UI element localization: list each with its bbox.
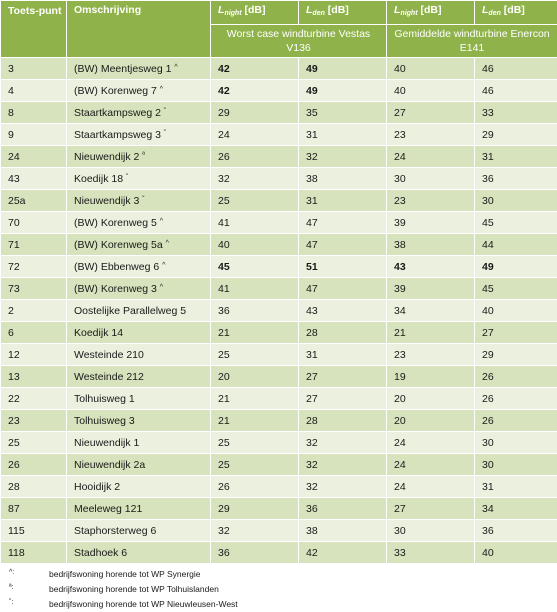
cell-lden-enercon: 45	[475, 278, 557, 300]
cell-lnight-enercon: 24	[387, 432, 475, 454]
cell-lden-vestas: 42	[299, 542, 387, 564]
cell-omschrijving: (BW) Meentjesweg 1 ^	[67, 58, 211, 80]
cell-lnight-vestas: 21	[211, 322, 299, 344]
cell-lden-vestas: 28	[299, 410, 387, 432]
cell-lnight-vestas: 29	[211, 102, 299, 124]
header-lden-vestas: $L_{den}$ [dB]	[299, 1, 387, 25]
table-row	[1, 278, 557, 300]
cell-lden-vestas: 51	[299, 256, 387, 278]
cell-omschrijving: Staartkampsweg 3 ˘	[67, 124, 211, 146]
table-row	[1, 146, 557, 168]
cell-lden-vestas: 27	[299, 388, 387, 410]
cell-omschrijving: Hooidijk 2	[67, 476, 211, 498]
table-row	[1, 542, 557, 564]
cell-toetspunt: 115	[1, 520, 67, 542]
cell-lnight-enercon: 23	[387, 124, 475, 146]
cell-toetspunt: 24	[1, 146, 67, 168]
table-row	[1, 80, 557, 102]
cell-lnight-enercon: 27	[387, 498, 475, 520]
cell-lnight-vestas: 32	[211, 520, 299, 542]
cell-omschrijving: Koedijk 18 ˘	[67, 168, 211, 190]
cell-toetspunt: 23	[1, 410, 67, 432]
cell-lden-vestas: 32	[299, 432, 387, 454]
table-row	[1, 476, 557, 498]
table-row	[1, 366, 557, 388]
cell-lden-enercon: 26	[475, 366, 557, 388]
cell-lden-vestas: 49	[299, 58, 387, 80]
footnote-marker: ^	[162, 262, 165, 269]
header-omschrijving: Omschrijving	[67, 1, 211, 58]
cell-lnight-vestas: 20	[211, 366, 299, 388]
footnote-marker: ^	[160, 284, 163, 291]
cell-lden-enercon: 31	[475, 476, 557, 498]
cell-lden-vestas: 47	[299, 212, 387, 234]
footnote-mark: ª:	[9, 580, 14, 595]
cell-lnight-enercon: 24	[387, 146, 475, 168]
cell-lden-vestas: 38	[299, 520, 387, 542]
cell-lnight-enercon: 40	[387, 58, 475, 80]
table-row	[1, 190, 557, 212]
header-group-vestas: Worst case windturbine Vestas V136	[211, 25, 387, 58]
footnote	[0, 597, 557, 612]
footnote-text: bedrijfswoning horende tot WP Nieuwleusen-West	[49, 597, 238, 612]
cell-omschrijving: Meeleweg 121	[67, 498, 211, 520]
cell-toetspunt: 28	[1, 476, 67, 498]
footnote-text: bedrijfswoning horende tot WP Synergie	[49, 567, 201, 582]
cell-lden-enercon: 36	[475, 168, 557, 190]
cell-lnight-enercon: 30	[387, 168, 475, 190]
cell-lden-enercon: 26	[475, 388, 557, 410]
cell-omschrijving: Tolhuisweg 1	[67, 388, 211, 410]
cell-lnight-vestas: 36	[211, 300, 299, 322]
cell-lden-vestas: 32	[299, 454, 387, 476]
cell-lden-enercon: 33	[475, 102, 557, 124]
cell-lnight-enercon: 20	[387, 410, 475, 432]
cell-toetspunt: 87	[1, 498, 67, 520]
cell-toetspunt: 4	[1, 80, 67, 102]
footnote-marker: ^	[160, 86, 163, 93]
cell-lnight-vestas: 40	[211, 234, 299, 256]
cell-toetspunt: 70	[1, 212, 67, 234]
cell-lden-enercon: 40	[475, 300, 557, 322]
cell-lden-enercon: 46	[475, 80, 557, 102]
cell-toetspunt: 25a	[1, 190, 67, 212]
cell-lnight-vestas: 24	[211, 124, 299, 146]
cell-toetspunt: 22	[1, 388, 67, 410]
cell-lnight-vestas: 25	[211, 432, 299, 454]
footnote-marker: ˘	[126, 174, 128, 181]
cell-lnight-vestas: 41	[211, 278, 299, 300]
cell-lnight-vestas: 25	[211, 190, 299, 212]
table-row	[1, 388, 557, 410]
cell-toetspunt: 118	[1, 542, 67, 564]
cell-toetspunt: 71	[1, 234, 67, 256]
cell-lnight-vestas: 32	[211, 168, 299, 190]
cell-omschrijving: (BW) Korenweg 5a ^	[67, 234, 211, 256]
cell-lden-vestas: 35	[299, 102, 387, 124]
cell-lnight-enercon: 34	[387, 300, 475, 322]
cell-lden-vestas: 32	[299, 476, 387, 498]
cell-lden-enercon: 36	[475, 520, 557, 542]
table-row	[1, 410, 557, 432]
cell-omschrijving: (BW) Korenweg 5 ^	[67, 212, 211, 234]
cell-lden-vestas: 31	[299, 344, 387, 366]
cell-lnight-enercon: 43	[387, 256, 475, 278]
cell-omschrijving: (BW) Korenweg 7 ^	[67, 80, 211, 102]
cell-lnight-vestas: 26	[211, 476, 299, 498]
cell-lnight-enercon: 23	[387, 190, 475, 212]
cell-lden-enercon: 44	[475, 234, 557, 256]
cell-omschrijving: Westeinde 212	[67, 366, 211, 388]
cell-lden-enercon: 31	[475, 146, 557, 168]
cell-omschrijving: Nieuwendijk 2 $^ª$	[67, 146, 211, 168]
cell-toetspunt: 12	[1, 344, 67, 366]
header-lnight-vestas: $L_{night}$ [dB]	[211, 1, 299, 25]
table-header	[1, 1, 557, 58]
table-row	[1, 344, 557, 366]
cell-toetspunt: 3	[1, 58, 67, 80]
table-row	[1, 212, 557, 234]
cell-lden-vestas: 31	[299, 124, 387, 146]
table-row	[1, 234, 557, 256]
cell-lden-enercon: 29	[475, 344, 557, 366]
cell-toetspunt: 72	[1, 256, 67, 278]
cell-lden-vestas: 47	[299, 234, 387, 256]
cell-lnight-enercon: 24	[387, 454, 475, 476]
cell-lnight-enercon: 21	[387, 322, 475, 344]
cell-lnight-vestas: 21	[211, 388, 299, 410]
cell-toetspunt: 73	[1, 278, 67, 300]
cell-lden-vestas: 38	[299, 168, 387, 190]
cell-lden-enercon: 49	[475, 256, 557, 278]
cell-toetspunt: 25	[1, 432, 67, 454]
cell-lnight-enercon: 24	[387, 476, 475, 498]
table-row	[1, 322, 557, 344]
footnote-mark: ˘:	[9, 595, 13, 610]
table-row	[1, 58, 557, 80]
cell-omschrijving: Westeinde 210	[67, 344, 211, 366]
cell-lnight-vestas: 29	[211, 498, 299, 520]
header-toetspunt: Toets-punt	[1, 1, 67, 58]
footnote-marker: ˘	[142, 196, 144, 203]
cell-lnight-vestas: 42	[211, 58, 299, 80]
table-row	[1, 102, 557, 124]
cell-omschrijving: Staphorsterweg 6	[67, 520, 211, 542]
cell-lden-enercon: 26	[475, 410, 557, 432]
cell-lden-enercon: 45	[475, 212, 557, 234]
footnote-marker: ^	[166, 240, 169, 247]
header-group-enercon: Gemiddelde windturbine Enercon E141	[387, 25, 557, 58]
cell-lden-enercon: 27	[475, 322, 557, 344]
cell-omschrijving: Tolhuisweg 3	[67, 410, 211, 432]
cell-lden-vestas: 31	[299, 190, 387, 212]
footnote-marker: ª	[142, 152, 145, 159]
cell-toetspunt: 9	[1, 124, 67, 146]
cell-omschrijving: Staartkampsweg 2 ˘	[67, 102, 211, 124]
footnote-marker: ^	[174, 64, 177, 71]
table-row	[1, 498, 557, 520]
table-row	[1, 432, 557, 454]
cell-omschrijving: Koedijk 14	[67, 322, 211, 344]
cell-lden-enercon: 30	[475, 432, 557, 454]
cell-lnight-vestas: 42	[211, 80, 299, 102]
cell-lnight-vestas: 26	[211, 146, 299, 168]
cell-lden-vestas: 43	[299, 300, 387, 322]
cell-omschrijving: Nieuwendijk 2a	[67, 454, 211, 476]
cell-omschrijving: Oostelijke Parallelweg 5	[67, 300, 211, 322]
cell-lden-vestas: 28	[299, 322, 387, 344]
cell-lnight-enercon: 27	[387, 102, 475, 124]
table-row	[1, 256, 557, 278]
cell-toetspunt: 43	[1, 168, 67, 190]
cell-toetspunt: 2	[1, 300, 67, 322]
cell-lnight-enercon: 39	[387, 212, 475, 234]
cell-lnight-enercon: 38	[387, 234, 475, 256]
table-body	[1, 58, 557, 564]
cell-toetspunt: 8	[1, 102, 67, 124]
cell-lnight-vestas: 45	[211, 256, 299, 278]
cell-lnight-enercon: 33	[387, 542, 475, 564]
cell-lnight-vestas: 25	[211, 454, 299, 476]
cell-lden-vestas: 27	[299, 366, 387, 388]
table-row	[1, 168, 557, 190]
footnote-marker: ^	[160, 218, 163, 225]
footnote-marker: ˘	[164, 130, 166, 137]
cell-lden-enercon: 40	[475, 542, 557, 564]
cell-toetspunt: 26	[1, 454, 67, 476]
cell-lnight-vestas: 36	[211, 542, 299, 564]
cell-lden-vestas: 47	[299, 278, 387, 300]
footnote-mark: ^:	[9, 565, 14, 580]
cell-lden-enercon: 30	[475, 454, 557, 476]
footnote-text: bedrijfswoning horende tot WP Tolhuislanden	[49, 582, 219, 597]
cell-omschrijving: Nieuwendijk 3 ˘	[67, 190, 211, 212]
header-lnight-enercon: $L_{night}$ [dB]	[387, 1, 475, 25]
cell-lden-vestas: 32	[299, 146, 387, 168]
cell-lnight-enercon: 39	[387, 278, 475, 300]
cell-lden-vestas: 36	[299, 498, 387, 520]
table-row	[1, 454, 557, 476]
cell-omschrijving: Stadhoek 6	[67, 542, 211, 564]
footnote-marker: ˘	[164, 108, 166, 115]
cell-toetspunt: 13	[1, 366, 67, 388]
cell-lnight-enercon: 19	[387, 366, 475, 388]
cell-lnight-enercon: 23	[387, 344, 475, 366]
cell-omschrijving: (BW) Ebbenweg 6 ^	[67, 256, 211, 278]
footnote	[0, 582, 557, 597]
table-row	[1, 300, 557, 322]
cell-lden-enercon: 46	[475, 58, 557, 80]
table-row	[1, 520, 557, 542]
table-row	[1, 124, 557, 146]
cell-lnight-vestas: 41	[211, 212, 299, 234]
cell-lden-vestas: 49	[299, 80, 387, 102]
cell-lden-enercon: 29	[475, 124, 557, 146]
cell-lnight-enercon: 20	[387, 388, 475, 410]
cell-lnight-enercon: 40	[387, 80, 475, 102]
cell-lden-enercon: 34	[475, 498, 557, 520]
cell-lden-enercon: 30	[475, 190, 557, 212]
cell-lnight-vestas: 25	[211, 344, 299, 366]
cell-omschrijving: (BW) Korenweg 3 ^	[67, 278, 211, 300]
cell-lnight-vestas: 21	[211, 410, 299, 432]
cell-lnight-enercon: 30	[387, 520, 475, 542]
header-lden-enercon: $L_{den}$ [dB]	[475, 1, 557, 25]
cell-omschrijving: Nieuwendijk 1	[67, 432, 211, 454]
cell-toetspunt: 6	[1, 322, 67, 344]
footnote	[0, 567, 557, 582]
